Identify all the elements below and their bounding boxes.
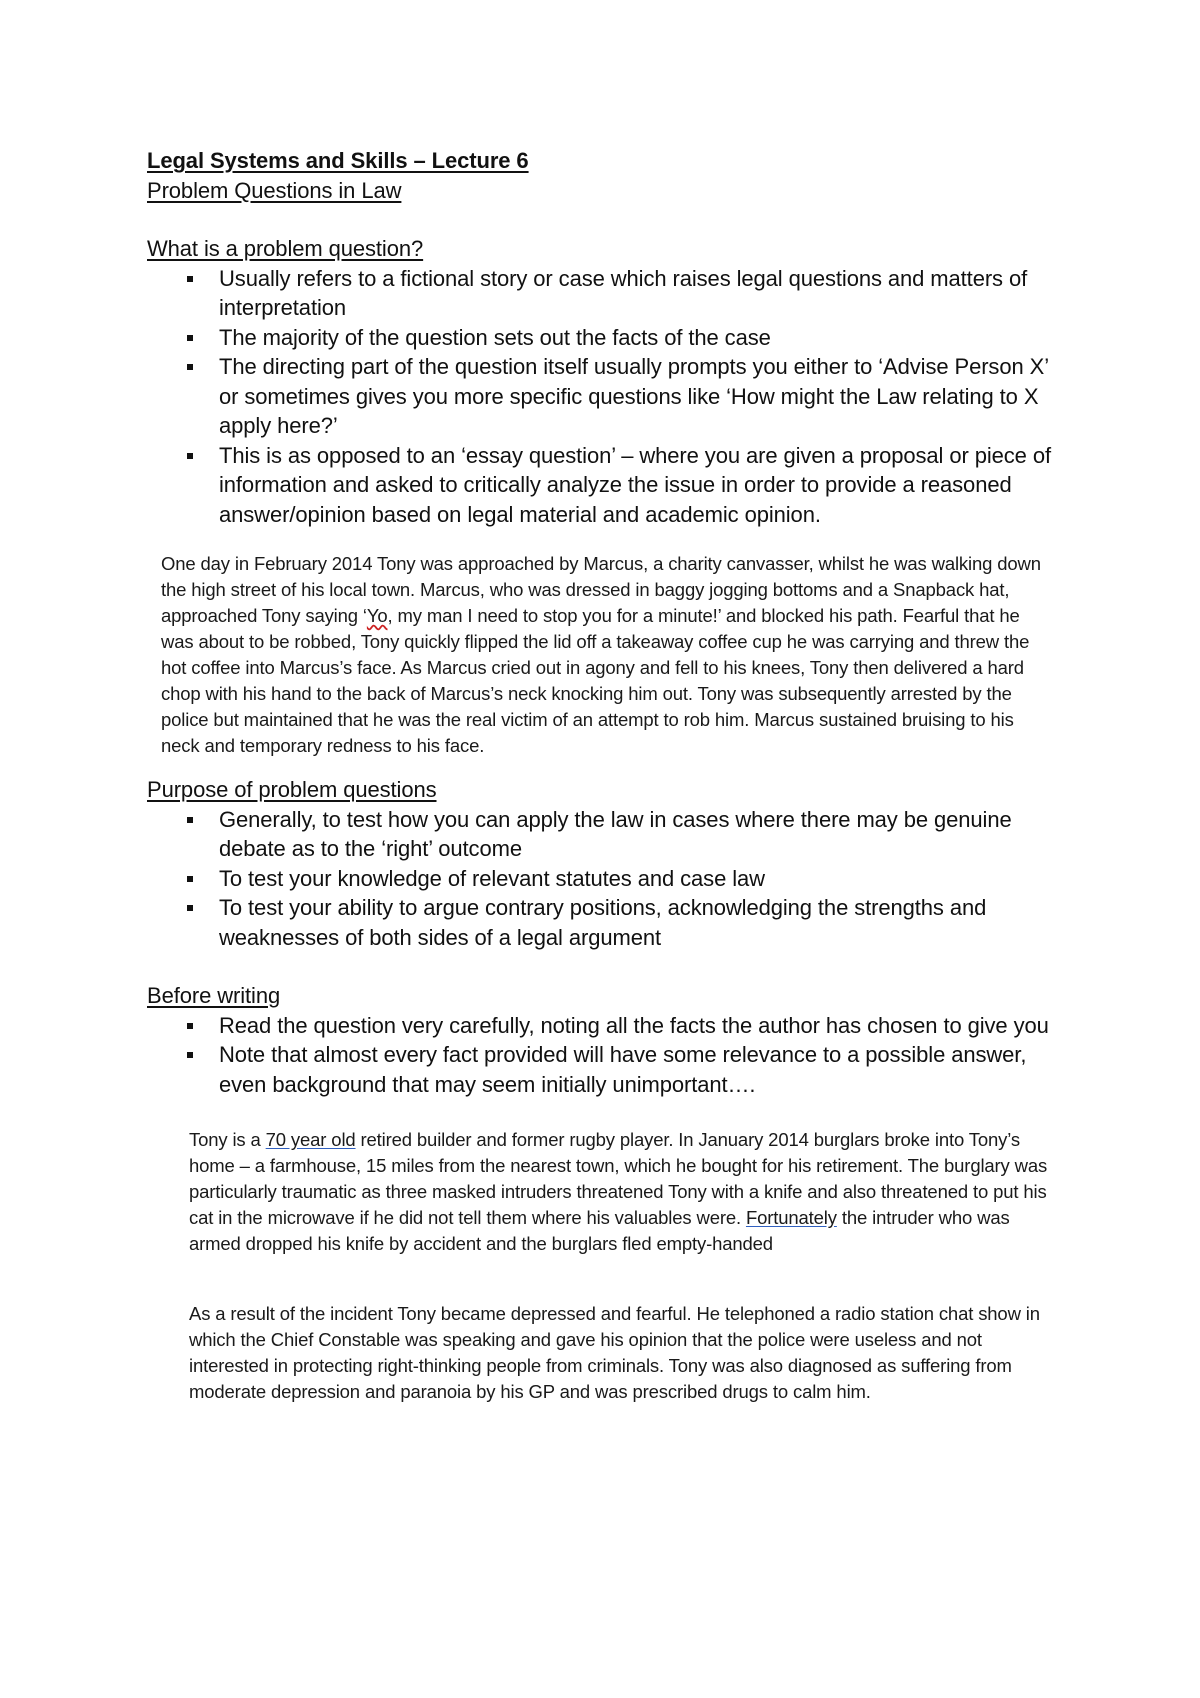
example-excerpt-three	[189, 1301, 1049, 1405]
document-title: Legal Systems and Skills – Lecture 6	[147, 148, 529, 173]
excerpt-text: , my man I need to stop you for a minute!’ and blocked his path. Fearful that he was about to be robbed, Tony quickly flipped the lid off a takeaway coffee cup he was carrying and threw the hot coffee into Marcus’s face. As Marcus cried out in agony and fell to his knees, Tony then delivered a hard chop with his hand to the back of Marcus’s neck knocking him out. Tony was subsequently arrested by the police but maintained that he was the real victim of an attempt to rob him. Marcus sustained bruising to his neck and temporary redness to his face.	[161, 605, 1030, 756]
list-item	[147, 264, 1067, 323]
excerpt-text: Tony is a	[189, 1129, 266, 1150]
section-heading-what: What is a problem question?	[147, 236, 424, 261]
paragraph-gap	[147, 205, 1067, 234]
list-item-text: To test your knowledge of relevant statutes and case law	[219, 865, 765, 891]
square-bullet-icon	[187, 905, 193, 911]
excerpt-text: One day in February 2014 Tony was approached by Marcus, a charity canvasser, whilst he was walking down the high street of his local town. Marcus, who was dressed in baggy jogging bottoms and a Snapback hat, approached Tony saying ‘	[161, 553, 1041, 626]
excerpt-paragraph	[189, 1127, 1049, 1257]
spelling-flagged-word: Yo	[366, 605, 388, 626]
excerpt-paragraph: As a result of the incident Tony became depressed and fearful. He telephoned a radio station chat show in which the Chief Constable was speaking and gave his opinion that the police were useless and not interested in protecting right-thinking people from criminals. Tony was also diagnosed as suffering from moderate depression and paranoia by his GP and was prescribed drugs to calm him.	[189, 1303, 1040, 1402]
list-item-text: The majority of the question sets out the facts of the case	[219, 324, 771, 350]
list-item-text: To test your ability to argue contrary positions, acknowledging the strengths and weaknesses of both sides of a legal argument	[219, 895, 987, 950]
paragraph-gap	[147, 952, 1067, 981]
bullet-list-purpose	[147, 805, 1067, 953]
square-bullet-icon	[187, 876, 193, 882]
list-item	[147, 893, 1067, 952]
section-heading-purpose: Purpose of problem questions	[147, 777, 437, 802]
bullet-list-before	[147, 1011, 1067, 1100]
list-item-text: This is as opposed to an ‘essay question’ – where you are given a proposal or piece of information and asked to critically analyze the issue in order to provide a reasoned answer/opinion based on legal material and academic opinion.	[219, 442, 1051, 527]
square-bullet-icon	[187, 817, 193, 823]
list-item	[147, 352, 1067, 441]
grammar-flagged-phrase: 70 year old	[265, 1129, 356, 1150]
list-item-text: Read the question very carefully, noting all the facts the author has chosen to give you	[219, 1012, 1049, 1038]
list-item	[147, 805, 1067, 864]
example-excerpt-one	[161, 551, 1051, 759]
list-item	[147, 441, 1067, 530]
list-item-text: Generally, to test how you can apply the law in cases where there may be genuine debate as to the ‘right’ outcome	[219, 806, 1012, 861]
document-subtitle: Problem Questions in Law	[147, 177, 402, 203]
list-item-text: The directing part of the question itself usually prompts you either to ‘Advise Person X’ or sometimes gives you more specific questions like ‘How might the Law relating to X apply here?’	[219, 354, 1049, 438]
square-bullet-icon	[187, 364, 193, 370]
section-heading-before: Before writing	[147, 983, 281, 1008]
square-bullet-icon	[187, 276, 193, 282]
list-item	[147, 864, 1067, 894]
excerpt-text: retired builder and former rugby player. In January 2014 burglars broke into Tony’s home – a farmhouse, 15 miles from the nearest town, which he bought for his retirement. The burglary was particularly traumatic as three masked intruders threatened Tony with a knife and also threatened to put his cat in the microwave if he did not tell them where his valuables were.	[189, 1129, 1048, 1228]
list-item	[147, 1011, 1067, 1041]
square-bullet-icon	[187, 1052, 193, 1058]
square-bullet-icon	[187, 1023, 193, 1029]
list-item	[147, 1040, 1067, 1099]
list-item-text: Usually refers to a fictional story or case which raises legal questions and matters of interpretation	[219, 265, 1028, 320]
excerpt-paragraph	[161, 551, 1051, 759]
example-excerpt-two	[189, 1127, 1049, 1257]
square-bullet-icon	[187, 335, 193, 341]
list-item	[147, 323, 1067, 353]
bullet-list-what	[147, 264, 1067, 530]
square-bullet-icon	[187, 453, 193, 459]
grammar-flagged-word: Fortunately	[745, 1207, 837, 1228]
excerpt-text: the intruder who was armed dropped his knife by accident and the burglars fled empty-handed	[189, 1207, 1010, 1254]
document-body	[147, 146, 1067, 1405]
list-item-text: Note that almost every fact provided will have some relevance to a possible answer, even background that may seem initially unimportant….	[219, 1042, 1027, 1097]
